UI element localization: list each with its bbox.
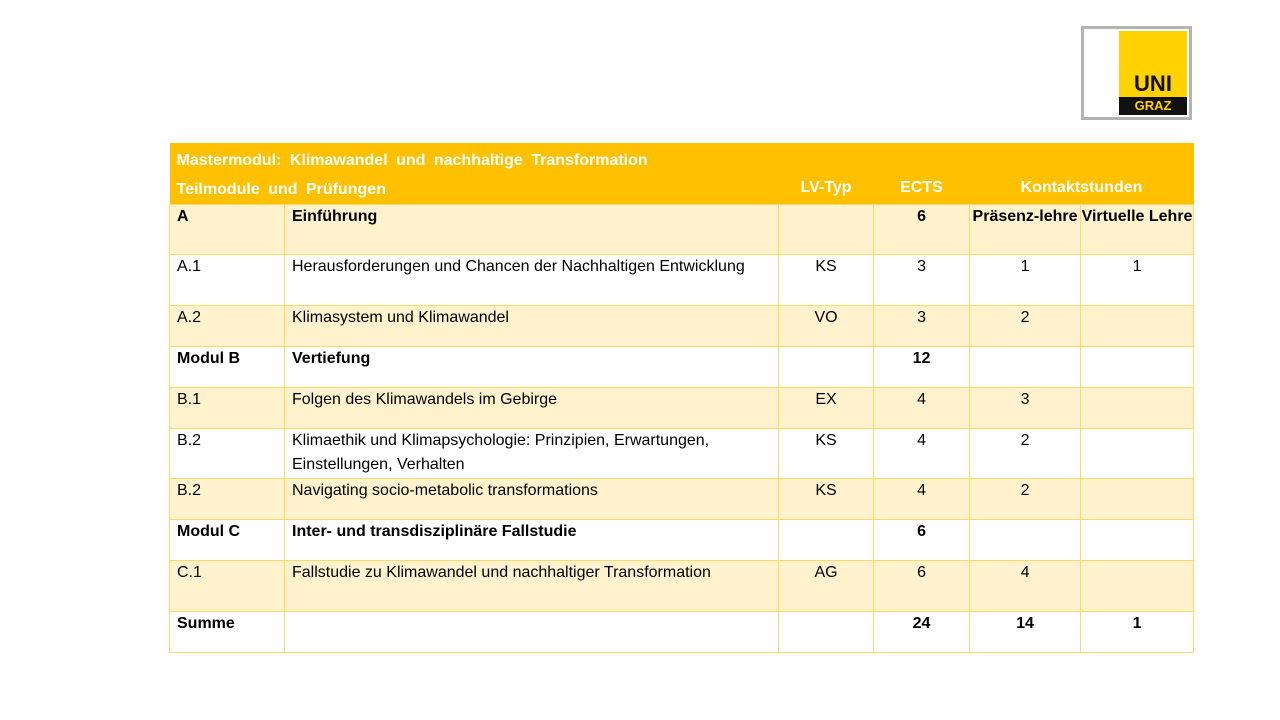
row-praesenz: 2 <box>970 429 1081 479</box>
table-row <box>170 347 1194 388</box>
row-ects: 3 <box>874 255 970 306</box>
row-virtuell <box>1081 520 1194 561</box>
logo-text-uni: UNI <box>1134 71 1172 96</box>
header-ects: ECTS <box>874 143 970 205</box>
module-subtitle: Teilmodule und Prüfungen <box>176 181 386 198</box>
row-lv-typ: KS <box>779 479 874 520</box>
table-row <box>170 479 1194 520</box>
row-praesenz: 14 <box>970 612 1081 653</box>
header-kontaktstunden: Kontaktstunden <box>970 143 1194 205</box>
row-ects: 24 <box>874 612 970 653</box>
row-code: A.1 <box>170 255 285 306</box>
row-code: B.2 <box>170 479 285 520</box>
table-header-row <box>170 143 1194 205</box>
row-title: Navigating socio-metabolic transformations <box>285 479 779 520</box>
row-ects: 6 <box>874 205 970 255</box>
row-lv-typ: KS <box>779 429 874 479</box>
row-ects: 4 <box>874 388 970 429</box>
row-ects: 3 <box>874 306 970 347</box>
row-praesenz: 4 <box>970 561 1081 612</box>
row-code: C.1 <box>170 561 285 612</box>
row-code: A <box>170 205 285 255</box>
row-praesenz: Präsenz-lehre <box>970 205 1081 255</box>
row-code: Modul B <box>170 347 285 388</box>
row-virtuell <box>1081 429 1194 479</box>
row-praesenz: 2 <box>970 306 1081 347</box>
module-table <box>169 143 1194 653</box>
row-title: Folgen des Klimawandels im Gebirge <box>285 388 779 429</box>
table-row <box>170 612 1194 653</box>
row-title: Herausforderungen und Chancen der Nachhaltigen Entwicklung <box>285 255 779 306</box>
row-title: Inter- und transdisziplinäre Fallstudie <box>285 520 779 561</box>
row-praesenz: 1 <box>970 255 1081 306</box>
row-virtuell: Virtuelle Lehre <box>1081 205 1194 255</box>
row-title: Fallstudie zu Klimawandel und nachhaltiger Transformation <box>285 561 779 612</box>
row-virtuell <box>1081 388 1194 429</box>
module-title: Mastermodul: Klimawandel und nachhaltige Transformation <box>176 152 648 169</box>
row-praesenz: 2 <box>970 479 1081 520</box>
row-title: Vertiefung <box>285 347 779 388</box>
row-title: Klimaethik und Klimapsychologie: Prinzipien, Erwartungen, Einstellungen, Verhalten <box>285 429 779 479</box>
row-lv-typ <box>779 612 874 653</box>
table-row <box>170 429 1194 479</box>
table-row <box>170 520 1194 561</box>
row-praesenz: 3 <box>970 388 1081 429</box>
table-row <box>170 388 1194 429</box>
row-lv-typ: KS <box>779 255 874 306</box>
row-code: B.1 <box>170 388 285 429</box>
row-lv-typ <box>779 520 874 561</box>
table-row <box>170 561 1194 612</box>
row-ects: 12 <box>874 347 970 388</box>
row-praesenz <box>970 520 1081 561</box>
row-ects: 6 <box>874 520 970 561</box>
logo-text-graz: GRAZ <box>1134 98 1172 113</box>
table-row <box>170 306 1194 347</box>
row-praesenz <box>970 347 1081 388</box>
uni-graz-logo <box>1081 26 1192 120</box>
row-title: Klimasystem und Klimawandel <box>285 306 779 347</box>
table-row <box>170 255 1194 306</box>
row-code: Summe <box>170 612 285 653</box>
row-lv-typ: AG <box>779 561 874 612</box>
header-title-cell <box>170 143 779 205</box>
row-virtuell <box>1081 306 1194 347</box>
row-code: A.2 <box>170 306 285 347</box>
row-ects: 6 <box>874 561 970 612</box>
table-row <box>170 205 1194 255</box>
row-virtuell <box>1081 561 1194 612</box>
row-code: B.2 <box>170 429 285 479</box>
row-virtuell: 1 <box>1081 255 1194 306</box>
row-virtuell: 1 <box>1081 612 1194 653</box>
row-lv-typ <box>779 205 874 255</box>
row-lv-typ: EX <box>779 388 874 429</box>
row-code: Modul C <box>170 520 285 561</box>
row-title: Einführung <box>285 205 779 255</box>
row-lv-typ: VO <box>779 306 874 347</box>
row-virtuell <box>1081 479 1194 520</box>
row-ects: 4 <box>874 479 970 520</box>
row-virtuell <box>1081 347 1194 388</box>
row-ects: 4 <box>874 429 970 479</box>
row-lv-typ <box>779 347 874 388</box>
row-title <box>285 612 779 653</box>
header-lv-typ: LV-Typ <box>779 143 874 205</box>
